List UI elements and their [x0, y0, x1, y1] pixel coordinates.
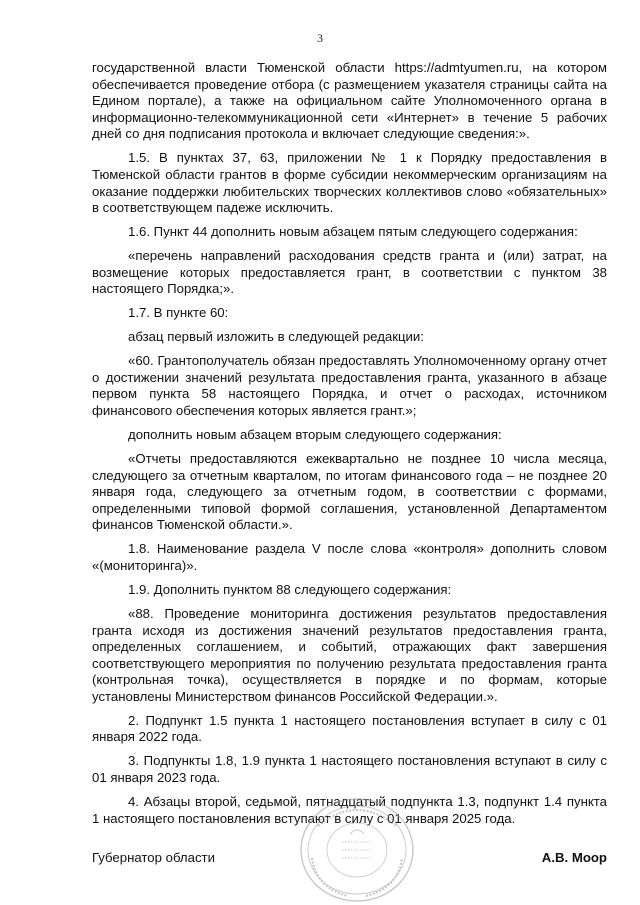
paragraph-1-7-first: абзац первый изложить в следующей редакции: — [128, 329, 424, 345]
paragraph-4: 4. Абзацы второй, седьмой, пятнадцатый подпункта 1.3, подпункт 1.4 пункта 1 настоящего постановления вступают в силу с 01 января 2025 года. — [92, 794, 607, 826]
paragraph-3: 3. Подпункты 1.8, 1.9 пункта 1 настоящего постановления вступают в силу с 01 января 2023 года. — [92, 753, 607, 786]
paragraph-1-7-reports: «Отчеты предоставляются ежеквартально не позднее 10 числа месяца, следующего за отчетным кварталом, по итогам финансового года – не позднее 20 января года, следующего за отчетным годом, в соответствии с формами, определенными типовой формой соглашения, установленной Департаментом финансов Тюменской области.». — [92, 451, 607, 533]
paragraph-1-6: 1.6. Пункт 44 дополнить новым абзацем пятым следующего содержания: — [128, 224, 578, 240]
paragraph-1-9: 1.9. Дополнить пунктом 88 следующего содержания: — [128, 581, 452, 597]
paragraph-1-7-second: дополнить новым абзацем вторым следующего содержания: — [128, 427, 502, 443]
paragraph-1-7-quote: «60. Грантополучатель обязан предоставлять Уполномоченному органу отчет о достижении значений результата предоставления гранта, указанного в абзаце первом пункта 58 настоящего Порядка, и отчет о расходах, источником финансового обеспечения которых является грант.»; — [92, 353, 607, 419]
paragraph-1-7: 1.7. В пункте 60: — [128, 305, 229, 321]
paragraph-1-5: 1.5. В пунктах 37, 63, приложении № 1 к Порядку предоставления в Тюменской области грантов в форме субсидии некоммерческим организациям на оказание поддержки любительских творческих коллективов слово «обязательных» в соответствующем падеже исключить. — [92, 150, 607, 216]
paragraph-1-6-quote: «перечень направлений расходования средств гранта и (или) затрат, на возмещение которых предоставляется грант, в соответствии с пунктом 38 настоящего Порядка;». — [92, 248, 607, 297]
official-seal-icon — [298, 796, 416, 904]
paragraph-2: 2. Подпункт 1.5 пункта 1 настоящего постановления вступает в силу с 01 января 2022 года. — [92, 712, 607, 745]
paragraph-1: государственной власти Тюменской области https://admtyumen.ru, на котором обеспечивается проведение отбора (с размещением указателя страницы сайта на Едином портале), а также на официальном сайте Уполномоченного органа в информационно-телекоммуникационной сети «Интернет» в течение 5 рабочих дней со дня подписания протокола и включает следующие сведения:». — [92, 60, 607, 142]
page-number: 3 — [317, 31, 323, 45]
document-body — [92, 60, 607, 835]
signer-title: Губернатор области — [92, 850, 215, 865]
signer-name: А.В. Моор — [541, 850, 607, 865]
paragraph-1-9-quote: «88. Проведение мониторинга достижения результатов предоставления гранта исходя из достижения значений результатов предоставления гранта, определенных соглашением, и событий, отражающих факт завершения соответствующего мероприятия по получению результата предоставления гранта (контрольная точка), осуществляется в порядке и по формам, которые установлены Министерством финансов Российской Федерации.». — [92, 605, 607, 704]
paragraph-1-8: 1.8. Наименование раздела V после слова «контроля» дополнить словом «(мониторинга)». — [92, 541, 607, 573]
